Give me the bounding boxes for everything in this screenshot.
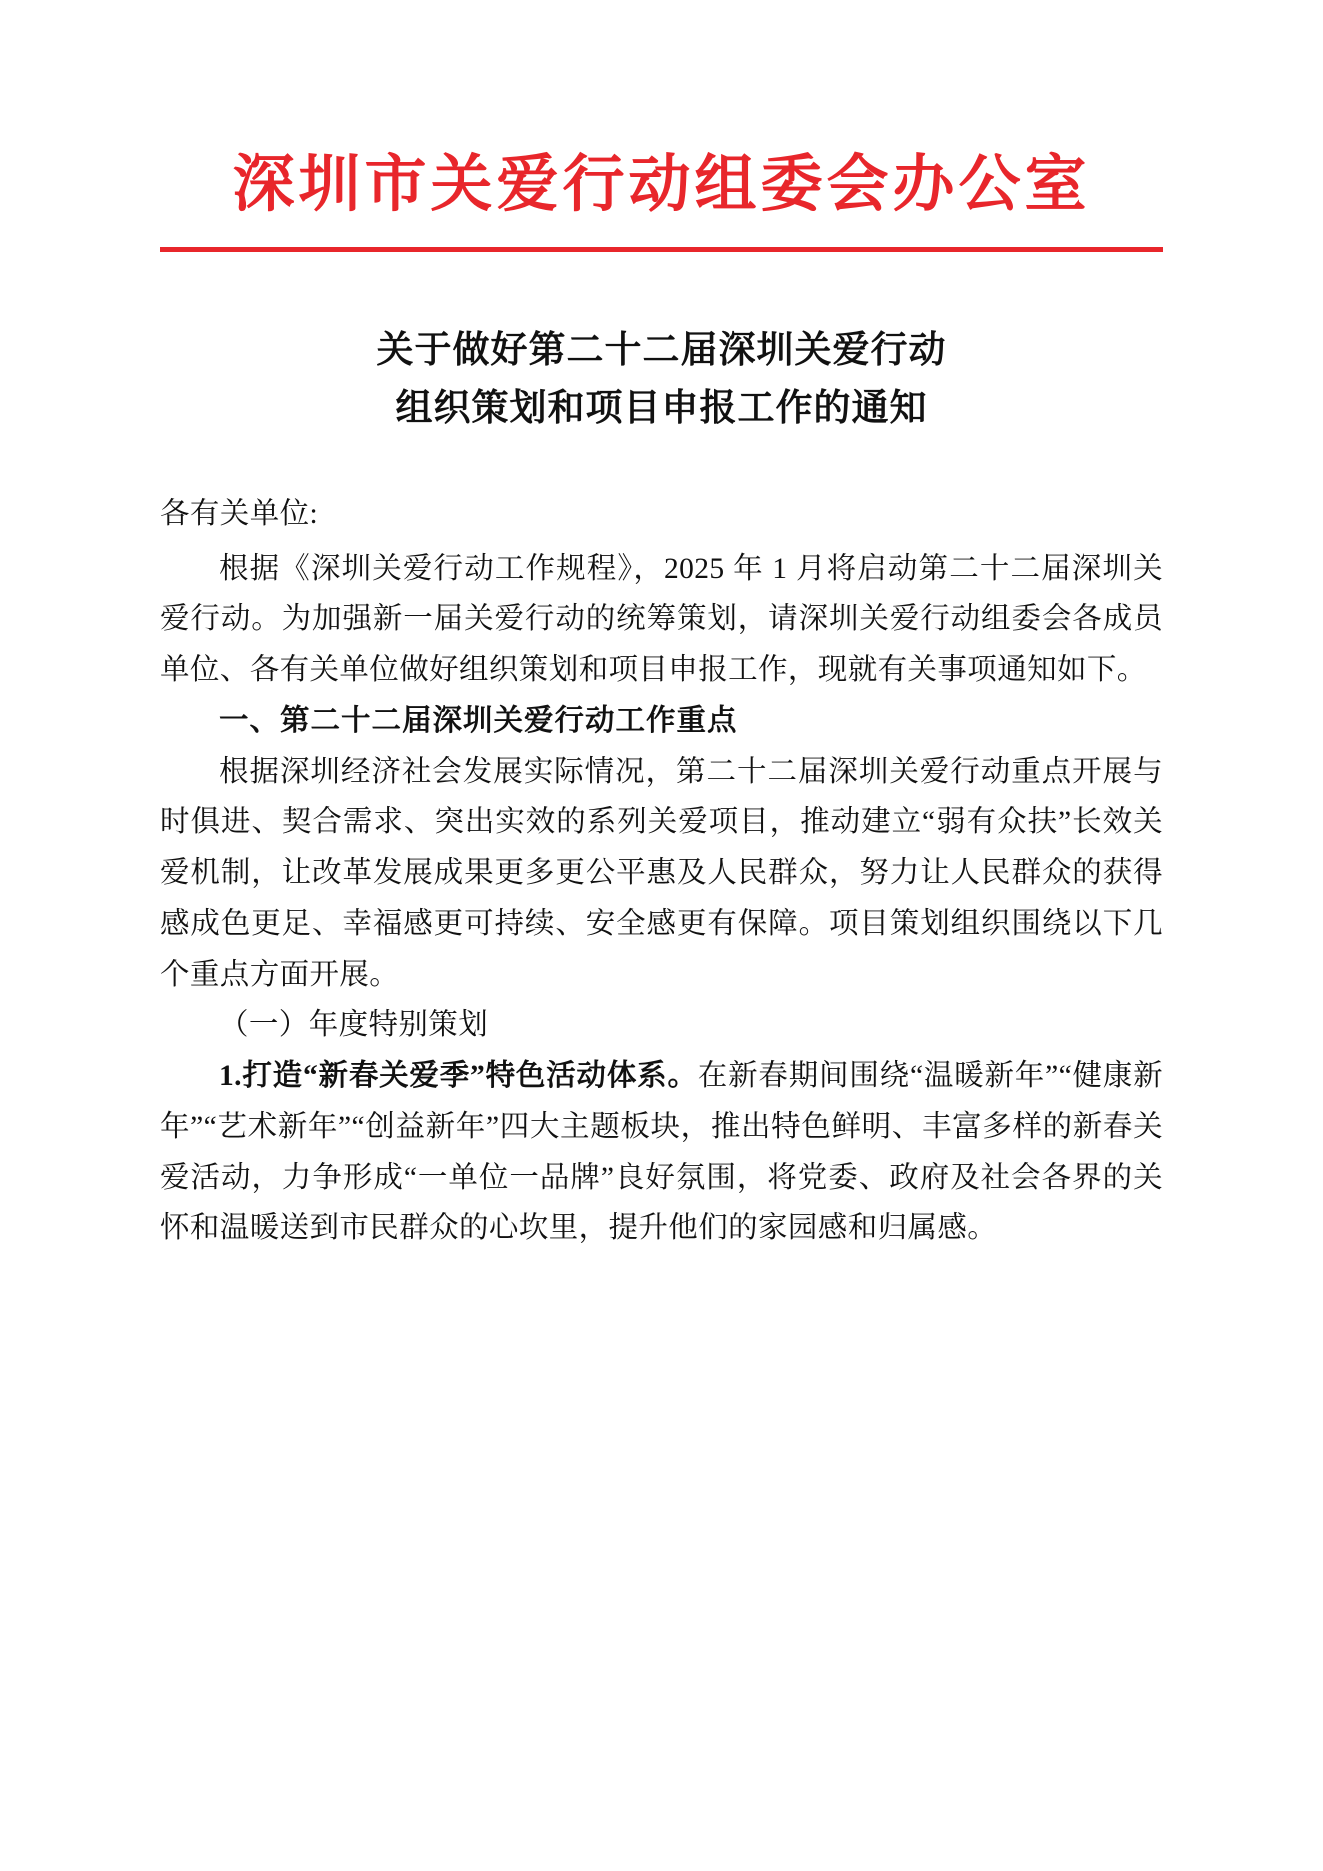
list-item-1-text: 在新春期间围绕“温暖新年”“健康新年”“艺术新年”“创益新年”四大主题板块，推出特色鲜明、丰富多样的新春关爱活动，力争形成“一单位一品牌”良好氛围，将党委、政府及社会各界的关怀和温暖送到市民群众的心坎里，提升他们的家园感和归属感。: [160, 1060, 1163, 1245]
page-title: [160, 322, 1163, 437]
letterhead: [160, 0, 1163, 252]
page-title-line-1: 关于做好第二十二届深圳关爱行动: [376, 330, 947, 372]
list-item-1: [160, 1051, 1163, 1254]
page-title-line-2: 组织策划和项目申报工作的通知: [395, 387, 928, 429]
paragraph-work-focus: 根据深圳经济社会发展实际情况，第二十二届深圳关爱行动重点开展与时俱进、契合需求、突出实效的系列关爱项目，推动建立“弱有众扶”长效关爱机制，让改革发展成果更多更公平惠及人民群众，努力让人民群众的获得感成色更足、幸福感更可持续、安全感更有保障。项目策划组织围绕以下几个重点方面开展。: [160, 755, 1163, 991]
letterhead-organization: 深圳市关爱行动组委会办公室: [232, 151, 1091, 219]
paragraph-intro: 根据《深圳关爱行动工作规程》，2025 年 1 月将启动第二十二届深圳关爱行动。为加强新一届关爱行动的统筹策划，请深圳关爱行动组委会各成员单位、各有关单位做好组织策划和项目申报工作，现就有关事项通知如下。: [160, 552, 1163, 687]
salutation: 各有关单位:: [160, 497, 319, 530]
letterhead-divider: [160, 247, 1163, 252]
document-body: [160, 489, 1163, 1254]
section-heading-1: 一、第二十二届深圳关爱行动工作重点: [219, 704, 738, 737]
subheading-annual-special-planning: （一）年度特别策划: [219, 1009, 489, 1042]
list-item-1-label: 1.打造“新春关爱季”特色活动体系。: [219, 1060, 698, 1093]
